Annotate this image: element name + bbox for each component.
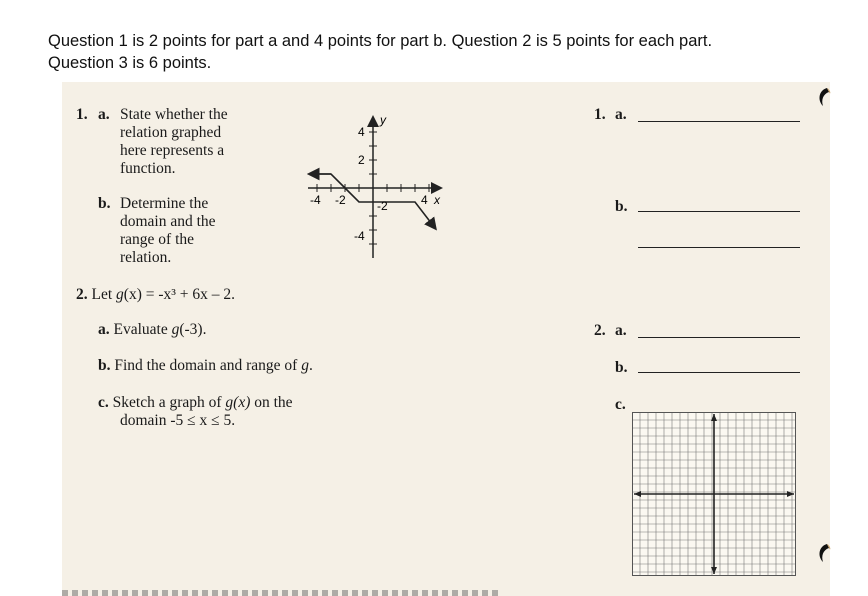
answer-q2a-label: a.: [615, 322, 627, 339]
q1a-label: a.: [98, 106, 110, 123]
answer-q2b-label: b.: [615, 359, 628, 376]
q2c-domain: domain -5 ≤ x ≤ 5.: [120, 412, 236, 429]
q2a-prompt: Evaluate: [113, 321, 172, 338]
answer-q2c-label: c.: [615, 396, 626, 413]
q2-stem-expression: (x) = -x³ + 6x – 2.: [123, 286, 236, 303]
q2a-function: g: [171, 321, 180, 338]
q1a-text-line: function.: [120, 160, 176, 177]
instructions-line-1: Question 1 is 2 points for part a and 4 points for part b. Question 2 is 5 points for each part.: [48, 32, 713, 50]
instructions-line-2: Question 3 is 6 points.: [48, 54, 212, 72]
cropped-text-bottom: [62, 590, 502, 596]
q2-stem: [76, 286, 235, 304]
answer-q1-number: 1.: [594, 106, 606, 123]
tick-label-y-2: 2: [358, 153, 365, 167]
q1a-text-line: here represents a: [120, 142, 225, 159]
tick-label-x-4: 4: [421, 193, 428, 207]
tick-label-x-neg4: -4: [310, 193, 321, 207]
q2b-function: g: [301, 357, 309, 374]
q1b-text-line: relation.: [120, 249, 172, 266]
q2b-period: .: [308, 357, 313, 374]
q2c-label: c.: [98, 394, 109, 411]
q1a-text: [120, 106, 228, 178]
tick-label-y-neg2: -2: [377, 199, 388, 213]
binder-ring-icon: [815, 542, 833, 564]
binder-ring-icon: [815, 86, 833, 108]
q1b-text: [120, 195, 216, 267]
q2c-sketch-grid[interactable]: [632, 412, 796, 576]
q2b-prompt: Find the domain and range of: [114, 357, 302, 374]
answer-q1b-label: b.: [615, 198, 628, 215]
q2-stem-function: g: [116, 286, 124, 303]
q2-number: 2.: [76, 286, 88, 303]
answer-q1a-blank[interactable]: [638, 121, 800, 122]
q1-relation-graph: [300, 110, 460, 260]
q1b-text-line: Determine the: [120, 195, 209, 212]
q2c-prompt-end: on the: [250, 394, 293, 411]
tick-label-x-neg2: -2: [335, 193, 346, 207]
answer-q2a-blank[interactable]: [638, 337, 800, 338]
q2-stem-prefix: Let: [91, 286, 117, 303]
tick-label-y-neg4: -4: [354, 229, 365, 243]
q2a-text: [98, 321, 206, 339]
q1b-text-line: range of the: [120, 231, 195, 248]
q1b-label: b.: [98, 195, 111, 212]
answer-q1b-blank[interactable]: [638, 211, 800, 212]
q2a-label: a.: [98, 321, 110, 338]
answer-q1a-label: a.: [615, 106, 627, 123]
q1-number: 1.: [76, 106, 88, 123]
q1b-text-line: domain and the: [120, 213, 216, 230]
q2b-text: [98, 357, 313, 375]
q2a-argument: (-3).: [179, 321, 207, 338]
y-axis-label: y: [380, 113, 386, 127]
q2b-label: b.: [98, 357, 111, 374]
q2c-text: [98, 394, 293, 430]
answer-q2b-blank[interactable]: [638, 372, 800, 373]
tick-label-y-4: 4: [358, 125, 365, 139]
q1a-text-line: State whether the: [120, 106, 228, 123]
answer-q1b-blank-2[interactable]: [638, 247, 800, 248]
q2c-prompt: Sketch a graph of: [112, 394, 226, 411]
q1a-text-line: relation graphed: [120, 124, 222, 141]
q2c-function: g(x): [225, 394, 251, 411]
answer-q2-number: 2.: [594, 322, 606, 339]
x-axis-label: x: [434, 193, 440, 207]
